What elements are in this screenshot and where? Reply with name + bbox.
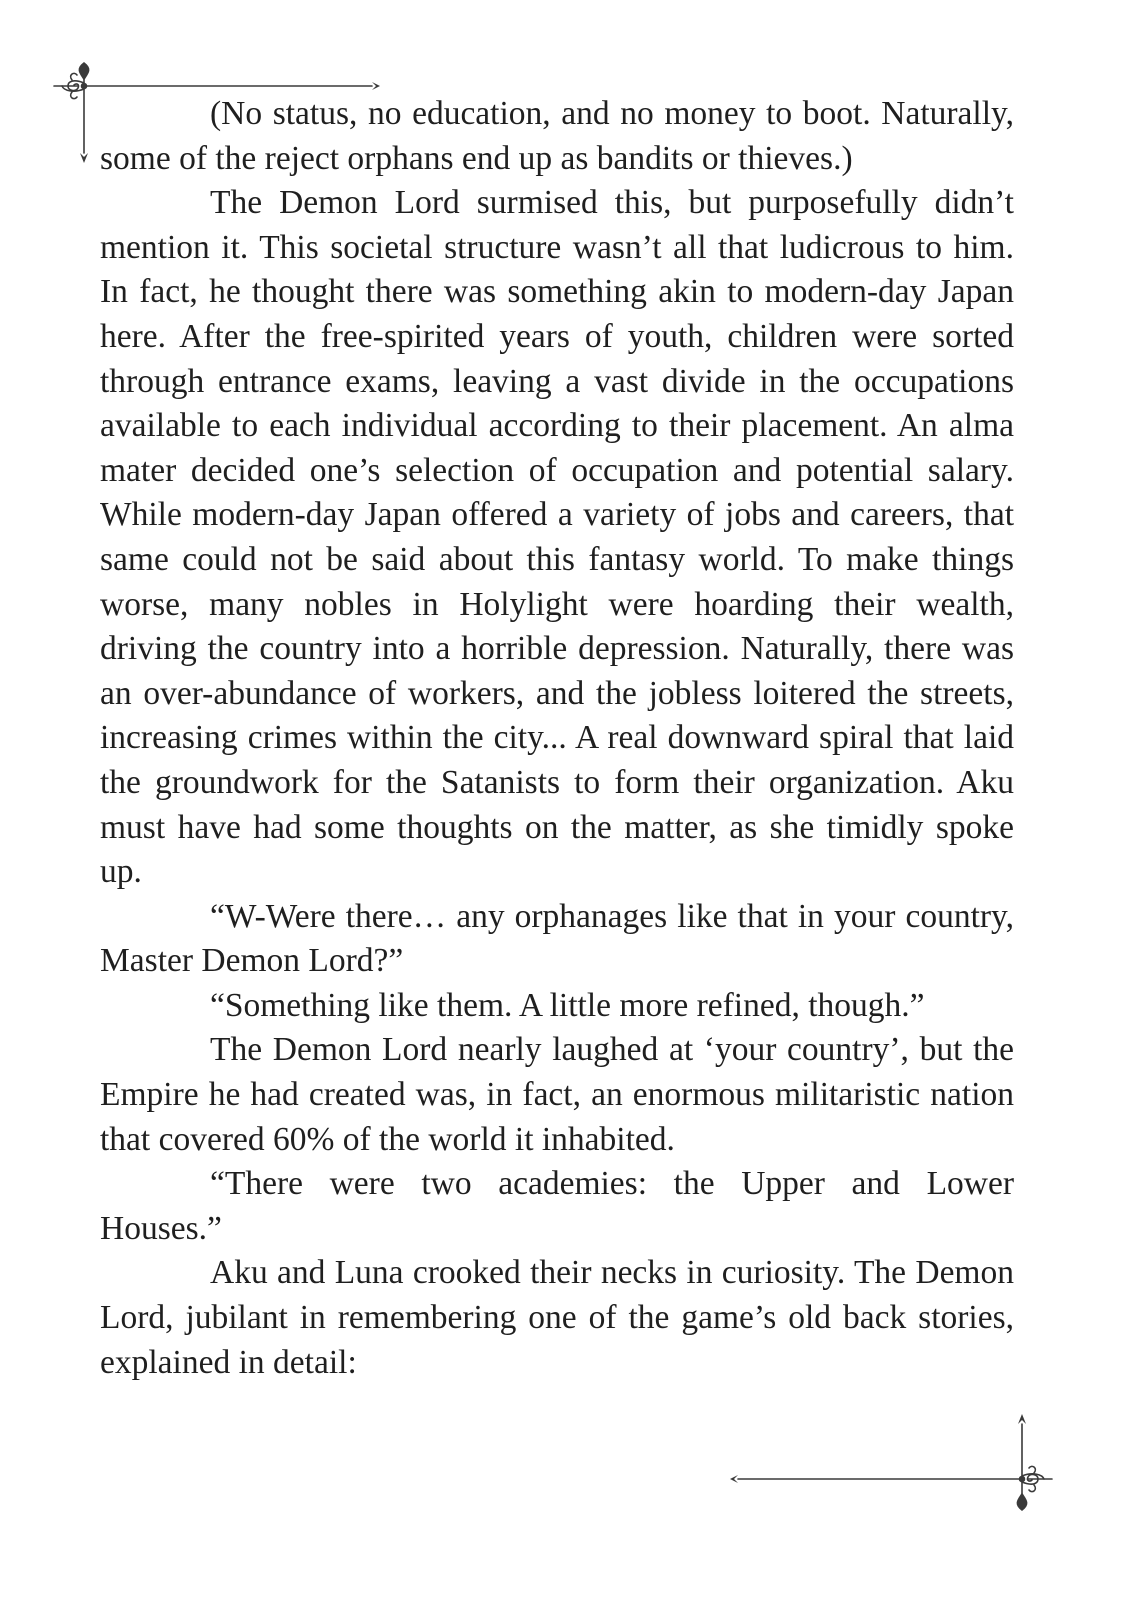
body-text bbox=[100, 92, 1014, 1385]
corner-flourish-icon bbox=[730, 1412, 1060, 1522]
paragraph: The Demon Lord surmised this, but purposefully didn’t mention it. This societal structure wasn’t all that ludicrous to him. In fact, he thought there was something akin to modern-day Japan here. After the free-spirited years of youth, children were sorted through entrance exams, leaving a vast divide in the occupations available to each individual according to their placement. An alma mater decided one’s selection of occupation and potential salary. While modern-day Japan offered a variety of jobs and careers, that same could not be said about this fantasy world. To make things worse, many nobles in Holylight were hoarding their wealth, driving the country into a horrible depression. Naturally, there was an over-abundance of workers, and the jobless loitered the streets, increasing crimes within the city... A real downward spiral that laid the groundwork for the Satanists to form their organization. Aku must have had some thoughts on the matter, as she timidly spoke up. bbox=[100, 184, 1014, 891]
paragraph: The Demon Lord nearly laughed at ‘your country’, but the Empire he had created was, in fact, an enormous militaristic nation that covered 60% of the world it inhabited. bbox=[100, 1031, 1014, 1158]
paragraph: “Something like them. A little more refined, though.” bbox=[210, 986, 925, 1024]
paragraph: “There were two academies: the Upper and Lower Houses.” bbox=[100, 1165, 1014, 1247]
paragraph: Aku and Luna crooked their necks in curiosity. The Demon Lord, jubilant in remembering one of the game’s old back stories, explained in detail: bbox=[100, 1254, 1014, 1381]
paragraph: (No status, no education, and no money to boot. Naturally, some of the reject orphans end up as bandits or thieves.) bbox=[100, 95, 1014, 177]
paragraph: “W-Were there… any orphanages like that in your country, Master Demon Lord?” bbox=[100, 897, 1014, 980]
